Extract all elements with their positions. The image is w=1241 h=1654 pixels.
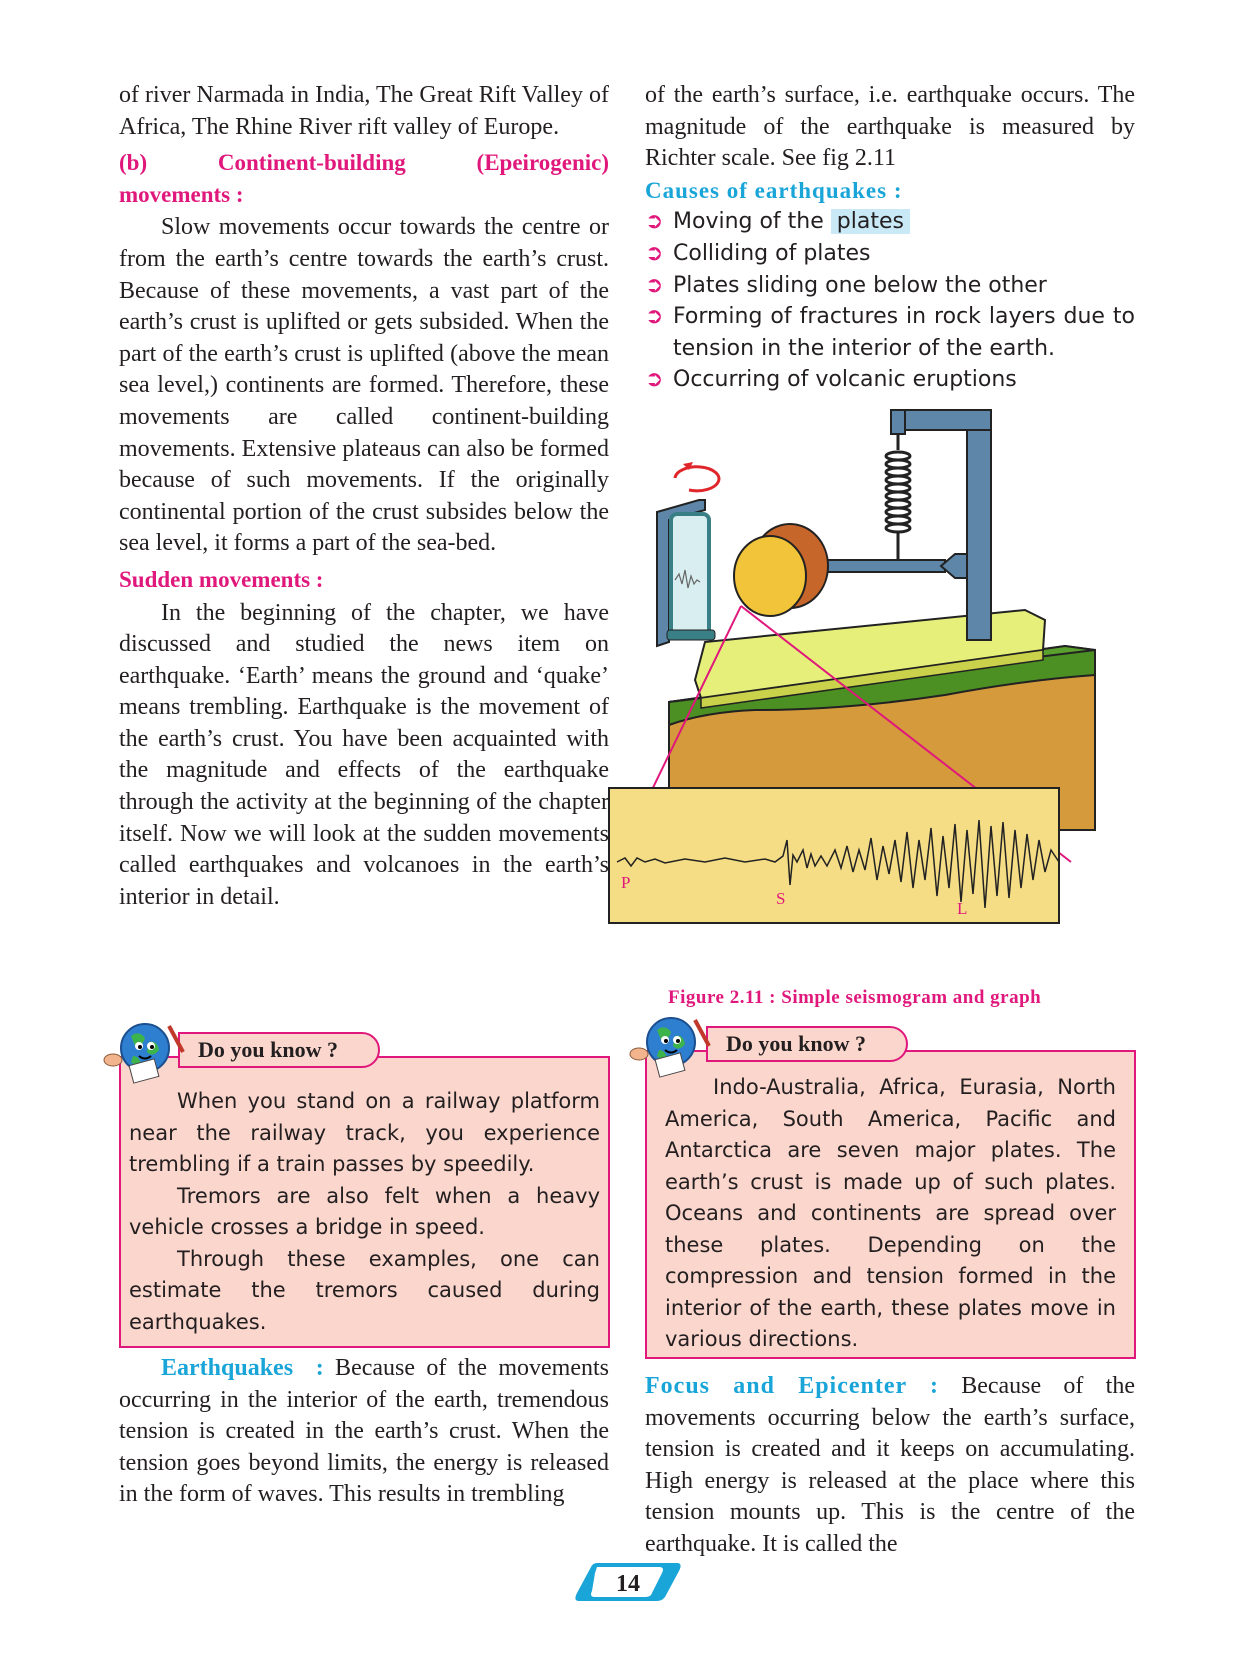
left-know-paragraph-2: Tremors are also felt when a heavy vehicle crosses a bridge in speed. [129,1183,600,1239]
heading-continent-building: (b) Continent-building (Epeirogenic) movements : [119,150,615,207]
wave-label-l: L [957,899,968,918]
left-do-you-know-box [119,1056,610,1348]
focus-epicenter-label: Focus and Epicenter : [645,1373,939,1399]
arrow-right-icon: ➲ [645,272,664,298]
left-do-you-know-title [178,1032,380,1068]
page-number-badge [573,1561,683,1603]
wave-label-p: P [621,873,631,892]
arrow-right-icon: ➲ [645,367,664,393]
focus-epicenter-paragraph [645,1371,1135,1561]
rotation-arrow-icon [675,467,719,491]
cause-item-5: ➲ Occurring of volcanic eruptions [645,364,1135,396]
seismogram-panel [609,788,1059,923]
arrow-right-icon: ➲ [645,209,664,235]
heading-sudden-movements: Sudden movements : [119,566,324,592]
globe-mascot-icon [103,1018,193,1086]
left-know-paragraph-3: Through these examples, one can estimate the tremors caused during earthquakes. [129,1246,600,1334]
arrow-right-icon: ➲ [645,304,664,330]
globe-mascot-icon [629,1012,719,1080]
arrow-right-icon: ➲ [645,240,664,266]
right-know-title-text: Do you know ? [726,1031,866,1056]
recording-drum [671,514,709,636]
right-know-paragraph: Indo-Australia, Africa, Eurasia, North America, South America, Pacific and Antarctica are seven major plates. The earth’s crust is made up of such plates. Oceans and continents are spread over these plates. Depending on the compression and tension formed in the interior of the earth, these plates move in various directions. [665,1075,1116,1351]
right-column [645,80,1135,396]
highlighted-word: plates [831,209,910,234]
cause-item-1: ➲ Moving of the plates [645,206,1135,238]
left-know-title-text: Do you know ? [198,1037,338,1062]
right-do-you-know-title [706,1026,908,1062]
cause-item-3: ➲ Plates sliding one below the other [645,270,1135,302]
earthquakes-paragraph [119,1353,609,1511]
left-intro-paragraph: of river Narmada in India, The Great Rift Valley of Africa, The Rhine River rift valley of Europe. [119,82,609,140]
earthquakes-text: Because of the movements occurring in the interior of the earth, tremendous tension is created in the earth’s crust. When the tension goes beyond limits, the energy is released in the form of waves. This results in trembling [119,1355,610,1508]
focus-epicenter-text: Because of the movements occurring below the earth’s surface, tension is created and it keeps on accumulating. High energy is released at the place where this tension mounts up. This is the centre of the earthquake. It is called the [645,1373,1135,1557]
right-do-you-know-box [645,1050,1136,1359]
causes-list [645,206,1135,396]
left-know-paragraph-1: When you stand on a railway platform near the railway track, you experience trembling if a train passes by speedily. [129,1089,600,1176]
figure-caption: Figure 2.11 : Simple seismogram and graph [668,987,1042,1008]
causes-heading: Causes of earthquakes : [645,177,903,203]
wave-label-s: S [776,889,786,908]
spring-icon [886,434,910,560]
stand-pole [967,420,991,640]
sudden-movements-paragraph: In the beginning of the chapter, we have discussed and studied the news item on earthquake. ‘Earth’ means the ground and ‘quake’ means trembling. Earthquake is the movement of the earth’s crust. You have been acquainted with the magnitude and effects of the earthquake through the activity at the beginning of the chapter itself. Now we will look at the sudden movements called earthquakes and volcanoes in the earth’s interior in detail. [119,599,609,910]
right-intro-paragraph: of the earth’s surface, i.e. earthquake occurs. The magnitude of the earthquake is measured by Richter scale. See fig 2.11 [645,82,1135,172]
left-column [119,80,615,913]
continent-building-paragraph: Slow movements occur towards the centre or from the earth’s centre towards the earth’s crust. Because of these movements, a vast part of the earth’s crust is uplifted or gets subsided. When the part of the earth’s crust is uplifted (above the mean sea level,) continents are formed. Therefore, these movements are called continent-building movements. Extensive plateaus can also be formed because of such movements. If the originally continental portion of the crust subsides below the sea level, it forms a part of the sea-bed. [119,214,609,557]
cause-item-2: ➲ Colliding of plates [645,238,1135,270]
page-number: 14 [616,1571,640,1597]
earthquakes-label: Earthquakes : [161,1355,324,1381]
seismograph-figure [621,410,1135,1000]
cause-item-4: ➲ Forming of fractures in rock layers due to tension in the interior of the earth. [645,301,1135,364]
